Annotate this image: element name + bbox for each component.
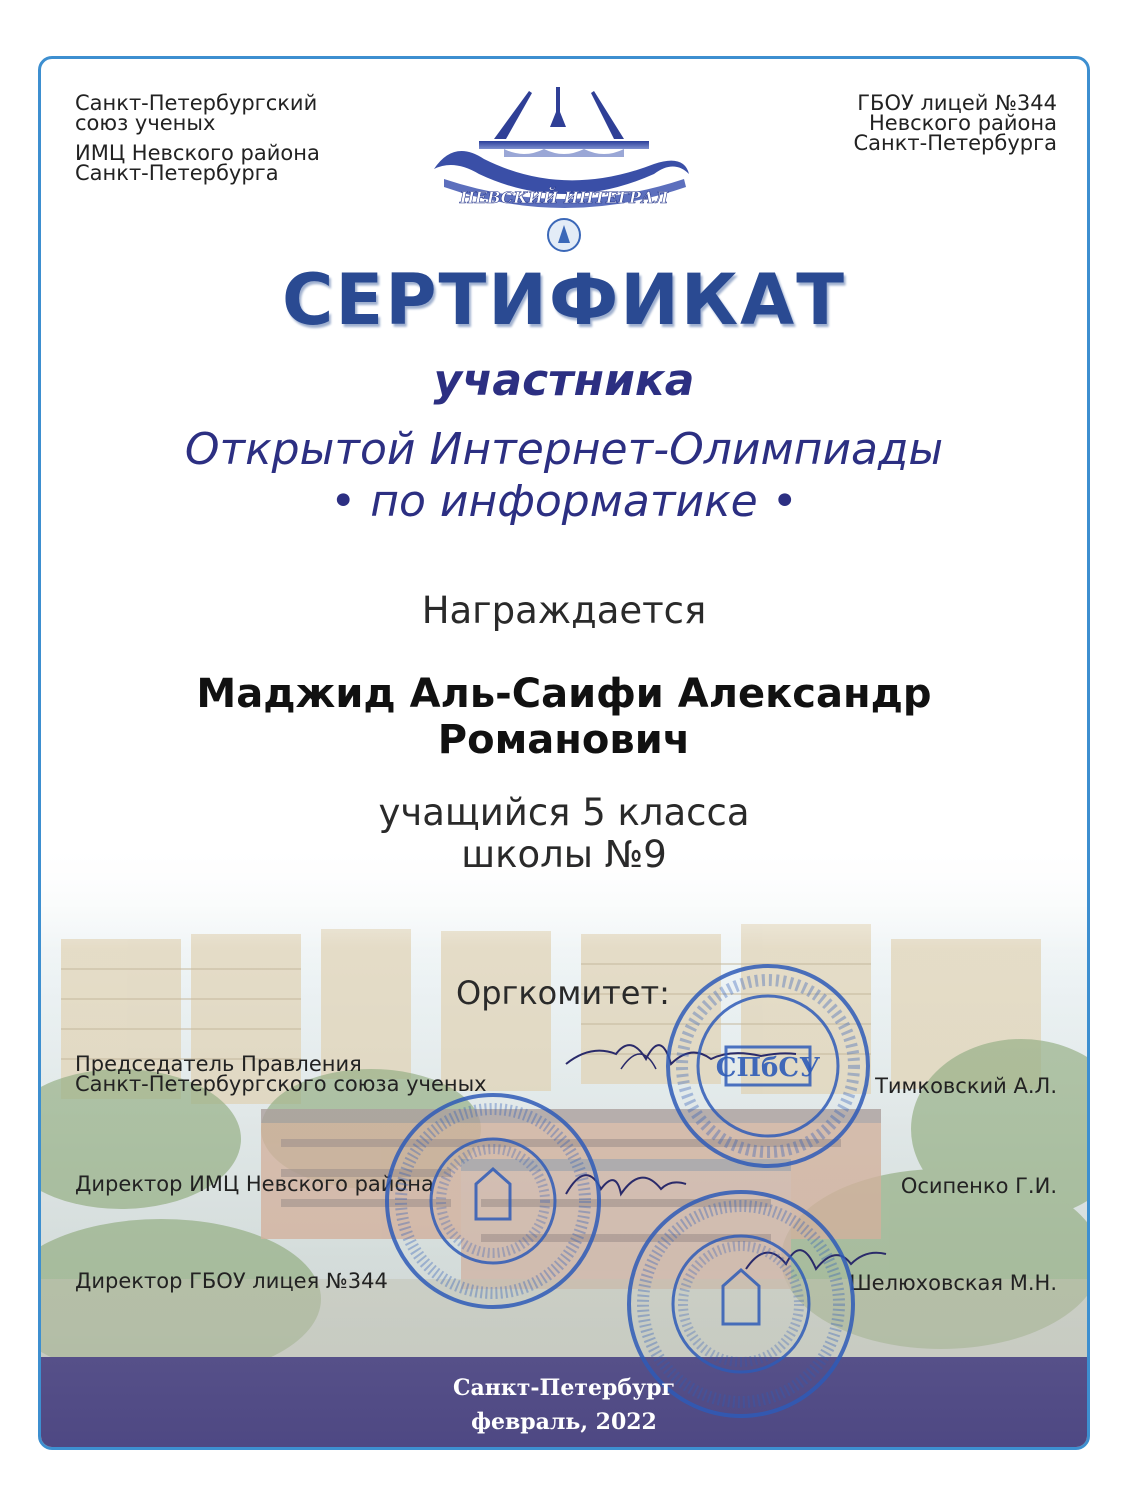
- olympiad-line2: • по информатике •: [330, 476, 798, 527]
- certificate-subtitle: участника: [433, 355, 695, 406]
- issuer-left-line2: союз ученых: [75, 111, 216, 135]
- certificate-frame: [38, 56, 1090, 1450]
- signatory-1-role-line1: Председатель Правления: [75, 1052, 362, 1076]
- signatory-1-role-line2: Санкт-Петербургского союза ученых: [75, 1072, 487, 1096]
- issuer-right-line1: ГБОУ лицей №344: [857, 91, 1057, 115]
- recipient-details: [41, 792, 1087, 876]
- logo-text: НЕВСКИЙ ИНТЕГРАЛ: [459, 188, 669, 207]
- signatory-3-role-line1: Директор ГБОУ лицея №344: [75, 1269, 388, 1293]
- signatory-1-role: [75, 1054, 487, 1094]
- spbsu-stamp: [661, 959, 876, 1174]
- recipient-name-line2: Романович: [437, 717, 691, 763]
- stamp-text: СПбСУ: [715, 1053, 821, 1083]
- recipient-name-line1: Маджид Аль-Саифи Александр: [196, 671, 932, 717]
- olympiad-name: [41, 424, 1087, 528]
- awarded-label: Награждается: [421, 589, 707, 632]
- certificate-title: СЕРТИФИКАТ: [282, 259, 846, 341]
- footer: [41, 1371, 1087, 1439]
- issuer-right-line3: Санкт-Петербурга: [853, 131, 1057, 155]
- issuer-left-line3: ИМЦ Невского района: [75, 141, 320, 165]
- signatory-3-name: Шелюховская М.Н.: [849, 1271, 1057, 1295]
- footer-date: февраль, 2022: [471, 1409, 657, 1435]
- signatory-1-name: Тимковский А.Л.: [875, 1074, 1057, 1098]
- issuer-left-line1: Санкт-Петербургский: [75, 91, 318, 115]
- issuer-left-line4: Санкт-Петербурга: [75, 161, 279, 185]
- imc-stamp: [381, 1089, 606, 1314]
- nevsky-integral-logo: [424, 79, 704, 254]
- issuer-right-line2: Невского района: [868, 111, 1057, 135]
- olympiad-line1: Открытой Интернет-Олимпиады: [184, 424, 944, 475]
- recipient-school: школы №9: [461, 833, 667, 876]
- footer-city: Санкт-Петербург: [453, 1375, 675, 1401]
- recipient-grade: учащийся 5 класса: [378, 791, 750, 834]
- recipient-name: [81, 671, 1047, 763]
- issuer-right: [853, 93, 1057, 153]
- signatory-2-name: Осипенко Г.И.: [900, 1174, 1057, 1198]
- committee-label: Оргкомитет:: [456, 974, 670, 1012]
- signatory-2-role-line1: Директор ИМЦ Невского района: [75, 1172, 434, 1196]
- signatory-3-role: [75, 1271, 388, 1291]
- issuer-left: [75, 93, 320, 183]
